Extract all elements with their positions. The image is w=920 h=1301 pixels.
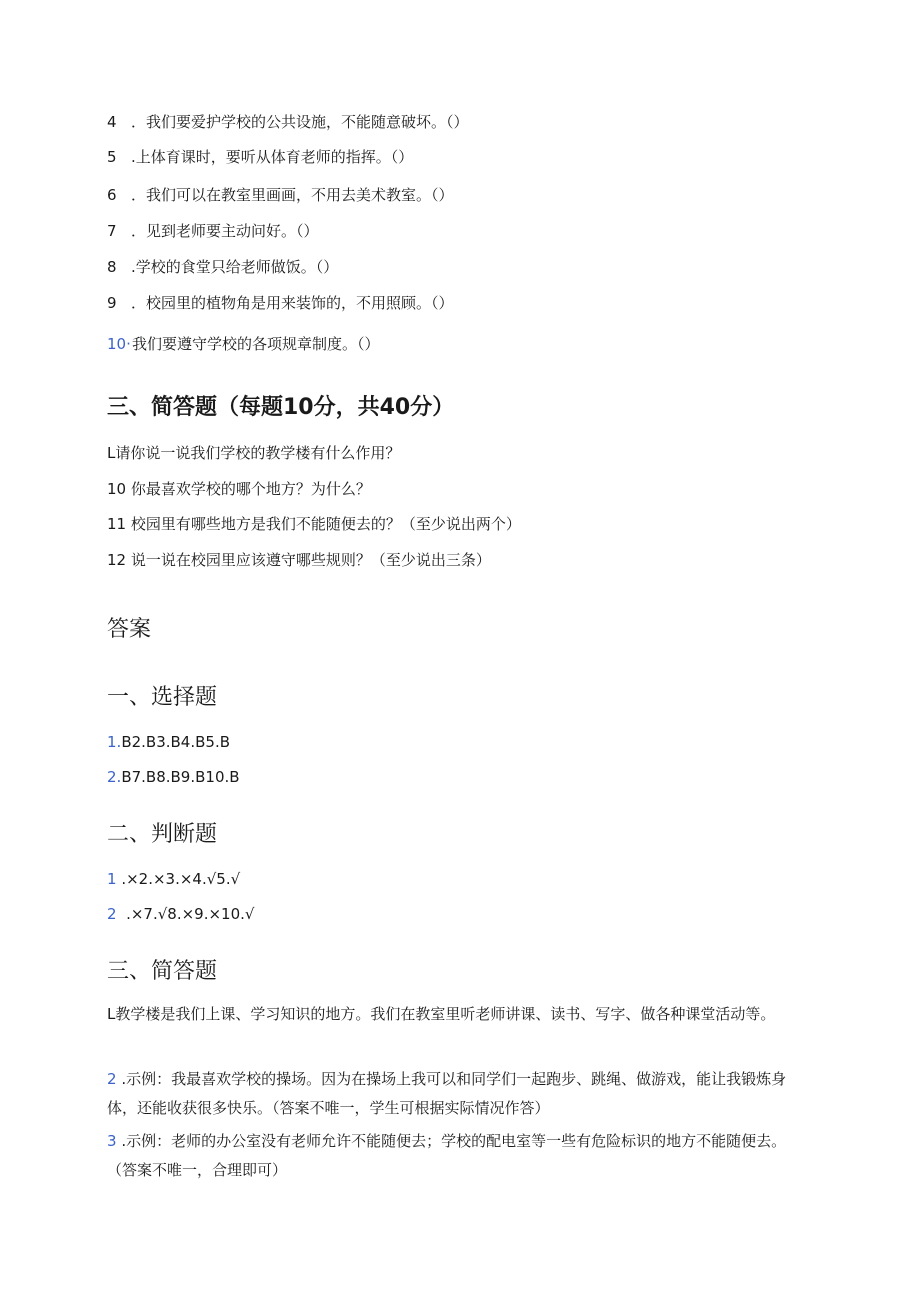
answer-number: 1 [107, 870, 117, 888]
answer-line [107, 732, 230, 752]
answer-text: B2.B3.B4.B5.B [121, 733, 231, 751]
item-text: ．见到老师要主动问好。（） [131, 222, 319, 240]
question-item: 10 你最喜欢学校的哪个地方？为什么？ [107, 480, 371, 498]
answer-text: .×2.×3.×4.√5.√ [116, 870, 241, 888]
answer-text: .示例：老师的办公室没有老师允许不能随便去；学校的配电室等一些有危险标识的地方不能随便去。（答案不唯一，合理即可） [107, 1132, 787, 1179]
item-text: .上体育课时，要听从体育老师的指挥。（） [131, 148, 414, 166]
item-text: 我们要遵守学校的各项规章制度。（） [132, 335, 380, 353]
item-text: ．我们可以在教室里画画，不用去美术教室。（） [131, 186, 454, 204]
answer-number: 2 [107, 1070, 117, 1088]
section-title: 一、选择题 [107, 685, 218, 710]
item-text: ．我们要爱护学校的公共设施，不能随意破坏。（） [131, 113, 469, 131]
answer-paragraph [107, 1127, 802, 1185]
judgment-item [107, 221, 319, 241]
item-number: 4 [107, 113, 117, 131]
answer-line [107, 904, 254, 924]
judgment-item [107, 293, 454, 313]
item-number: 10· [107, 335, 131, 353]
question-item: 12 说一说在校园里应该遵守哪些规则？（至少说出三条） [107, 551, 491, 569]
answer-line [107, 767, 240, 787]
judgment-item [107, 112, 469, 132]
judgment-item [107, 334, 380, 354]
answer-paragraph [107, 1065, 802, 1123]
section-title: 三、简答题 [107, 959, 218, 984]
answer-paragraph: L教学楼是我们上课、学习知识的地方。我们在教室里听老师讲课、读书、写字、做各种课堂活动等。 [107, 1005, 776, 1023]
answer-line [107, 869, 240, 889]
item-number: 6 [107, 186, 117, 204]
answer-number: 2. [107, 768, 122, 786]
answer-number: 1. [107, 733, 122, 751]
item-number: 8 [107, 258, 117, 276]
item-number: 9 [107, 294, 117, 312]
question-item: 11 校园里有哪些地方是我们不能随便去的？（至少说出两个） [107, 515, 521, 533]
judgment-item [107, 257, 338, 277]
answers-title: 答案 [107, 617, 152, 642]
item-number: 5 [107, 148, 117, 166]
answer-text: .示例：我最喜欢学校的操场。因为在操场上我可以和同学们一起跑步、跳绳、做游戏，能让我锻炼身体，还能收获很多快乐。（答案不唯一，学生可根据实际情况作答） [107, 1070, 787, 1117]
section-title: 三、简答题（每题10分，共40分） [107, 395, 455, 420]
judgment-item [107, 185, 454, 205]
section-title: 二、判断题 [107, 822, 218, 847]
answer-number: 3 [107, 1132, 117, 1150]
answer-text: B7.B8.B9.B10.B [121, 768, 240, 786]
question-item: L请你说一说我们学校的教学楼有什么作用？ [107, 444, 401, 462]
item-text: .学校的食堂只给老师做饭。（） [131, 258, 339, 276]
answer-text: .×7.√8.×9.×10.√ [116, 905, 255, 923]
answer-number: 2 [107, 905, 117, 923]
item-number: 7 [107, 222, 117, 240]
judgment-item [107, 147, 413, 167]
item-text: ．校园里的植物角是用来装饰的，不用照顾。（） [131, 294, 454, 312]
